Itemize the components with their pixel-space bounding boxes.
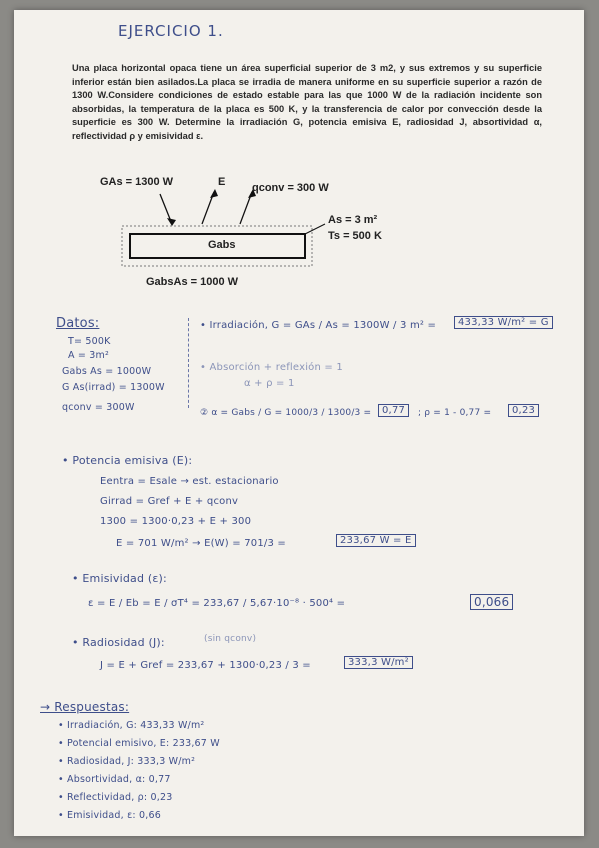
radiosidad-note: (sin qconv) <box>204 634 257 644</box>
qconv-label: qconv = 300 W <box>252 182 329 194</box>
radiosidad-result: 333,3 W/m² <box>344 656 413 669</box>
potencia-line: E = 701 W/m² → E(W) = 701/3 = <box>116 538 286 549</box>
column-divider <box>188 318 190 408</box>
datos-item: qconv = 300W <box>62 402 135 413</box>
problem-statement: Una placa horizontal opaca tiene un área superficial superior de 3 m2, y sus extremos y su superficie inferior están bien asilados.La placa se irradia de manera uniforme en su superficie superior a razón de 1300 W.Considere condiciones de estado estable para las que 1000 W de la radiación incidente son absorbidas, la temperatura de la placa es 500 K, y la transferencia de calor por convección desde la superficie es 300 W. Determine la irradiación G, potencia emisiva E, radiosidad J, absortividad α, reflectividad ρ y emisividad ε. <box>72 63 542 141</box>
potencia-heading: • Potencia emisiva (E): <box>62 454 193 467</box>
irradiacion-calc: • Irradiación, G = GAs / As = 1300W / 3 m² = <box>200 320 437 331</box>
radiosidad-heading: • Radiosidad (J): <box>72 636 165 649</box>
emisividad-heading: • Emisividad (ε): <box>72 572 167 585</box>
rho-result: 0,23 <box>508 404 539 417</box>
potencia-line: Girrad = Gref + E + qconv <box>100 496 239 507</box>
respuesta-item: • Emisividad, ε: 0,66 <box>58 810 161 821</box>
respuesta-item: • Potencial emisivo, E: 233,67 W <box>58 738 220 749</box>
e-label: E <box>218 176 226 188</box>
datos-item: G As(irrad) = 1300W <box>62 382 165 393</box>
gabs-label: Gabs <box>208 239 236 251</box>
datos-item: A = 3m² <box>68 350 110 361</box>
datos-item: T= 500K <box>68 336 111 347</box>
respuesta-item: • Irradiación, G: 433,33 W/m² <box>58 720 204 731</box>
radiosidad-formula: J = E + Gref = 233,67 + 1300·0,23 / 3 = <box>100 660 311 671</box>
respuestas-heading: → Respuestas: <box>40 700 130 714</box>
temp-label: Ts = 500 K <box>328 230 382 242</box>
alpha-calc: ② α = Gabs / G = 1000/3 / 1300/3 = <box>200 408 372 418</box>
plate-diagram <box>100 174 440 294</box>
datos-item: Gabs As = 1000W <box>62 366 152 377</box>
emisividad-result: 0,066 <box>470 594 513 610</box>
respuesta-item: • Reflectividad, ρ: 0,23 <box>58 792 172 803</box>
irradiacion-result: 433,33 W/m² = G <box>454 316 553 329</box>
absorcion-line: • Absorción + reflexión = 1 <box>200 362 343 373</box>
ga-label: GAs = 1300 W <box>100 176 174 188</box>
datos-heading: Datos: <box>56 316 100 331</box>
potencia-line: 1300 = 1300·0,23 + E + 300 <box>100 516 252 527</box>
potencia-line: Eentra = Esale → est. estacionario <box>100 476 279 487</box>
rho-calc: ; ρ = 1 - 0,77 = <box>418 408 492 418</box>
respuesta-item: • Absortividad, α: 0,77 <box>58 774 171 785</box>
exercise-title: EJERCICIO 1. <box>118 22 224 40</box>
alpha-result: 0,77 <box>378 404 409 417</box>
potencia-result: 233,67 W = E <box>336 534 416 547</box>
gabs-as-label: GabsAs = 1000 W <box>146 276 239 288</box>
respuesta-item: • Radiosidad, J: 333,3 W/m² <box>58 756 195 767</box>
area-label: As = 3 m² <box>328 214 378 226</box>
alpha-rho-sum: α + ρ = 1 <box>244 378 295 389</box>
emisividad-formula: ε = E / Eb = E / σT⁴ = 233,67 / 5,67·10⁻⁸ · 500⁴ = <box>88 598 346 609</box>
